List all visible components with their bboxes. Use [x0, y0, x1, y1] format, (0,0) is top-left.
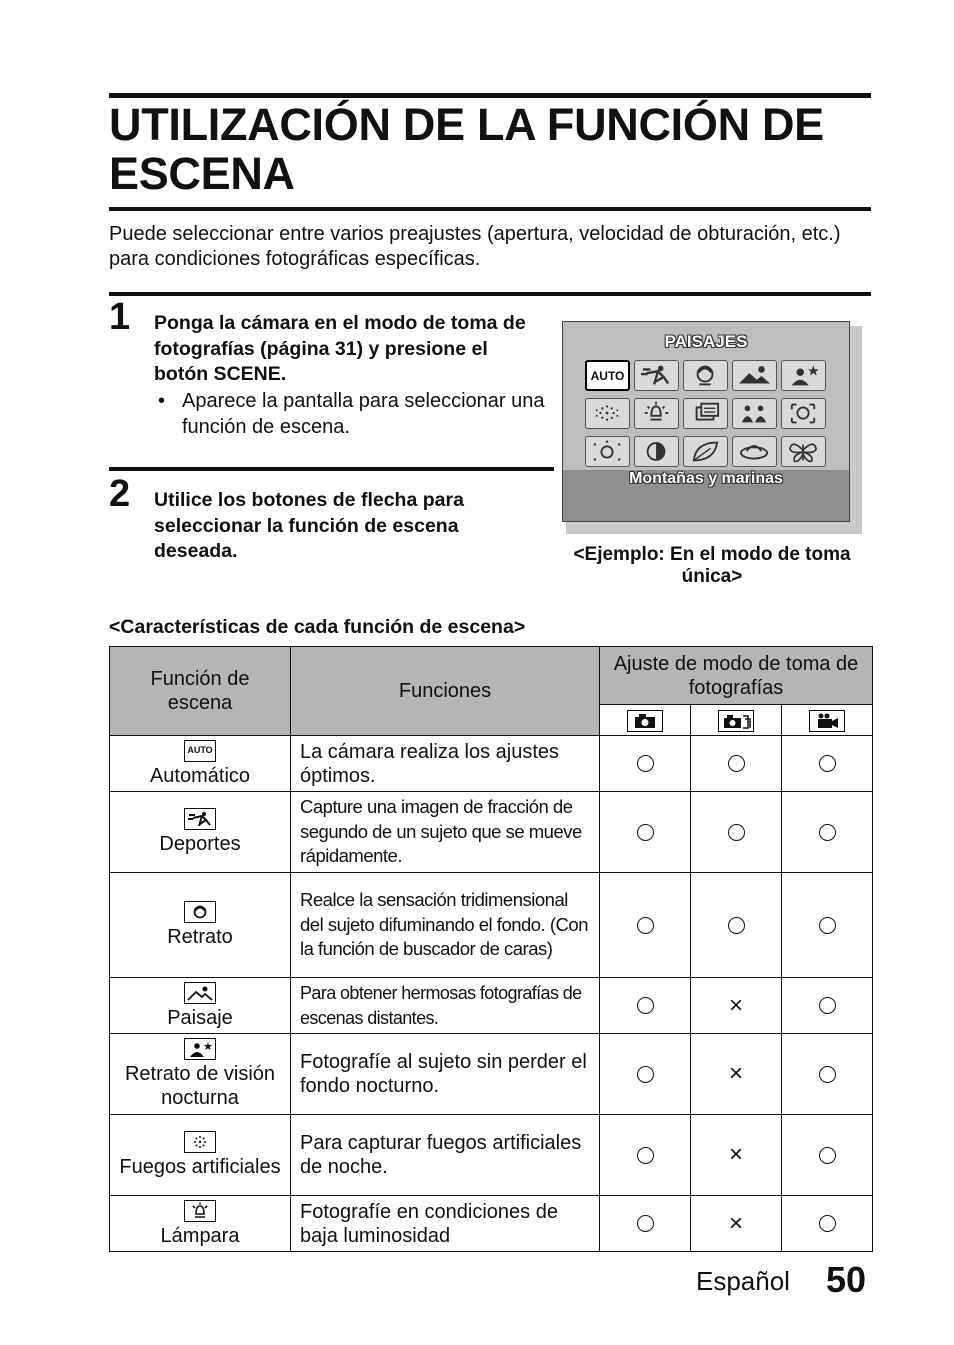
portrait-icon[interactable]	[683, 360, 728, 391]
header-mode: Ajuste de modo de toma de fotografías	[600, 647, 873, 705]
table-row	[110, 736, 873, 792]
party-icon[interactable]	[585, 436, 630, 467]
circle-mark	[637, 1215, 654, 1232]
mode-single-mark	[600, 736, 691, 792]
intro-paragraph: Puede seleccionar entre varios preajustes (apertura, velocidad de obturación, etc.) para condiciones fotográficas específicas.	[109, 223, 841, 270]
group-icon[interactable]	[732, 398, 777, 429]
circle-mark	[819, 1066, 836, 1083]
mode-sequential-mark	[691, 792, 782, 873]
footer-language: Español	[696, 1266, 790, 1296]
step-number-1: 1	[109, 296, 131, 338]
scene-name: Deportes	[159, 833, 241, 856]
mode-sequential-mark	[691, 1196, 782, 1252]
circle-mark	[637, 755, 654, 772]
lamp-icon	[184, 1200, 216, 1222]
sports-icon	[184, 808, 216, 830]
scene-cell	[110, 1196, 291, 1252]
step-1-text: Ponga la cámara en el modo de toma de fotografías (página 31) y presione el botón SCENE.	[154, 312, 526, 385]
single-shot-camera-icon	[600, 705, 691, 736]
mode-sequential-mark	[691, 978, 782, 1034]
mode-single-mark	[600, 978, 691, 1034]
mode-single-mark	[600, 1196, 691, 1252]
night-portrait-icon[interactable]	[781, 360, 826, 391]
header-scene: Función de escena	[110, 647, 291, 736]
mode-video-mark	[782, 1196, 873, 1252]
cross-mark: ×	[728, 1060, 743, 1088]
step1-rule	[109, 292, 871, 296]
mode-video-mark	[782, 1034, 873, 1115]
step2-rule	[109, 467, 554, 471]
mode-single-mark	[600, 1115, 691, 1196]
mode-single-mark	[600, 792, 691, 873]
auto-icon[interactable]: AUTO	[585, 360, 630, 391]
scene-name: Paisaje	[167, 1006, 233, 1029]
title-top-rule	[109, 93, 871, 98]
bullet-dot: •	[158, 390, 166, 412]
table-row	[110, 1115, 873, 1196]
function-cell: La cámara realiza los ajustes óptimos.	[291, 736, 600, 792]
page-number: 50	[826, 1259, 867, 1300]
function-cell: Capture una imagen de fracción de segundo de un sujeto que se mueve rápidamente.	[291, 792, 600, 873]
mode-sequential-mark	[691, 736, 782, 792]
table-row	[110, 1034, 873, 1115]
table-caption: <Características de cada función de escena>	[109, 616, 526, 638]
scene-cell	[110, 736, 291, 792]
table-row	[110, 978, 873, 1034]
circle-mark	[819, 755, 836, 772]
sports-icon[interactable]	[634, 360, 679, 391]
mode-single-mark	[600, 1034, 691, 1115]
scene-name: Retrato	[167, 926, 233, 949]
circle-mark	[819, 917, 836, 934]
scene-functions-table	[109, 646, 873, 1252]
camera-screen	[562, 321, 850, 522]
cross-mark: ×	[728, 991, 743, 1019]
leaf-icon[interactable]	[683, 436, 728, 467]
auto-icon: AUTO	[184, 740, 216, 762]
circle-mark	[728, 824, 745, 841]
circle-mark	[819, 997, 836, 1014]
table-row	[110, 873, 873, 978]
function-cell: Para obtener hermosas fotografías de escenas distantes.	[291, 978, 600, 1034]
mode-video-mark	[782, 978, 873, 1034]
mode-video-mark	[782, 736, 873, 792]
function-cell: Fotografíe en condiciones de baja luminosidad	[291, 1196, 600, 1252]
circle-mark	[819, 1215, 836, 1232]
landscape-icon	[184, 982, 216, 1004]
document-icon[interactable]	[683, 398, 728, 429]
screen-scene-caption: Montañas y marinas	[629, 470, 783, 487]
step-1-bullet-text: Aparece la pantalla para seleccionar una función de escena.	[182, 390, 545, 438]
face-icon[interactable]	[781, 398, 826, 429]
sequential-shot-camera-icon	[691, 705, 782, 736]
contrast-icon[interactable]	[634, 436, 679, 467]
mode-single-mark	[600, 873, 691, 978]
scene-name: Automático	[149, 764, 251, 787]
circle-mark	[819, 1147, 836, 1164]
circle-mark	[637, 1066, 654, 1083]
page-title: UTILIZACIÓN DE LA FUNCIÓN DE ESCENA	[109, 99, 824, 199]
butterfly-icon[interactable]	[781, 436, 826, 467]
scene-name: Retrato de visión nocturna	[124, 1063, 276, 1110]
circle-mark	[819, 824, 836, 841]
circle-mark	[637, 1147, 654, 1164]
step-number-2: 2	[109, 473, 131, 515]
landscape-icon[interactable]	[732, 360, 777, 391]
mode-video-mark	[782, 1115, 873, 1196]
fireworks-icon[interactable]	[585, 398, 630, 429]
function-cell: Realce la sensación tridimensional del sujeto difuminando el fondo. (Con la función de buscador de caras)	[291, 873, 600, 978]
step-2-text: Utilice los botones de flecha para seleccionar la función de escena deseada.	[154, 489, 464, 562]
video-camera-icon	[782, 705, 873, 736]
lamp-icon[interactable]	[634, 398, 679, 429]
circle-mark	[637, 997, 654, 1014]
header-functions: Funciones	[291, 647, 600, 736]
scene-cell	[110, 873, 291, 978]
cross-mark: ×	[728, 1141, 743, 1169]
circle-mark	[728, 755, 745, 772]
mode-sequential-mark	[691, 873, 782, 978]
scene-cell	[110, 1034, 291, 1115]
title-bottom-rule	[109, 207, 871, 211]
circle-mark	[728, 917, 745, 934]
circle-mark	[637, 917, 654, 934]
night-portrait-icon	[184, 1038, 216, 1060]
table-row	[110, 1196, 873, 1252]
scene-name: Lámpara	[160, 1224, 240, 1247]
scene-cell	[110, 1115, 291, 1196]
circle-mark	[637, 824, 654, 841]
portrait-icon	[184, 901, 216, 923]
step-1-bullet	[158, 388, 548, 440]
mode-sequential-mark	[691, 1034, 782, 1115]
cross-mark: ×	[728, 1209, 743, 1237]
mode-sequential-mark	[691, 1115, 782, 1196]
scene-name: Fuegos artificiales	[119, 1156, 281, 1179]
fireworks-icon	[184, 1131, 216, 1153]
mode-video-mark	[782, 792, 873, 873]
function-cell: Fotografíe al sujeto sin perder el fondo nocturno.	[291, 1034, 600, 1115]
scene-cell	[110, 978, 291, 1034]
mode-video-mark	[782, 873, 873, 978]
scene-icon-grid	[585, 360, 826, 467]
food-icon[interactable]	[732, 436, 777, 467]
figure-caption: <Ejemplo: En el modo de toma única>	[573, 544, 851, 587]
screen-scene-title: PAISAJES	[664, 332, 748, 351]
function-cell: Para capturar fuegos artificiales de noche.	[291, 1115, 600, 1196]
scene-cell	[110, 792, 291, 873]
table-header-row	[110, 647, 873, 705]
table-row	[110, 792, 873, 873]
